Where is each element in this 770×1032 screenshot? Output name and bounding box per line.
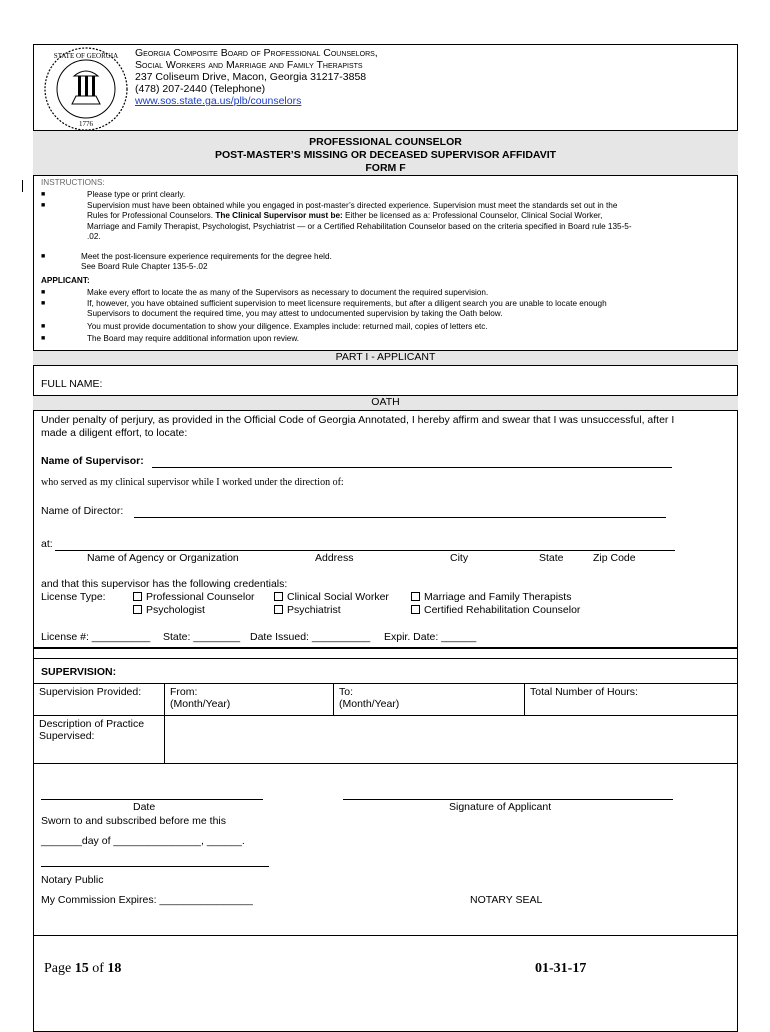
checkbox-psychiatrist[interactable]: Psychiatrist [274, 604, 341, 617]
description-field[interactable] [165, 716, 738, 764]
instruction-item: Supervision must have been obtained while you engaged in post-master’s directed experience. Supervision must meet the standards set out in the Rules for Professional Counselors. The Clinical Supervisor must be: Either be licensed as a: Professional Counselor, Clinical Social Worker, Marriage and Family Therapist, Psychologist, Psychiatrist — or a Certified Rehabilitation Counselor based on the criteria specified in Board rule 135-5- .02. [87, 201, 632, 241]
checkbox-professional-counselor[interactable]: Professional Counselor [133, 591, 255, 604]
to-field[interactable]: To: (Month/Year) [334, 684, 525, 716]
board-header [135, 47, 378, 107]
checkbox-icon [411, 592, 420, 601]
total-hours-field[interactable]: Total Number of Hours: [525, 684, 738, 716]
license-number-field[interactable]: License #: __________ [41, 631, 151, 643]
checkbox-icon [133, 605, 142, 614]
board-address: 237 Coliseum Drive, Macon, Georgia 31217-3858 [135, 71, 367, 83]
divider [33, 658, 738, 659]
director-name-field[interactable] [134, 517, 666, 518]
title-line-1: PROFESSIONAL COUNSELOR [309, 136, 462, 148]
description-label: Description of Practice Supervised: [34, 716, 165, 764]
oath-bar: OATH [33, 395, 738, 411]
date-issued-field[interactable]: Date Issued: __________ [250, 631, 371, 643]
svg-text:STATE OF GEORGIA: STATE OF GEORGIA [53, 52, 119, 60]
form-title [33, 130, 738, 176]
checkbox-icon [274, 592, 283, 601]
applicant-item: You must provide documentation to show your diligence. Examples include: returned mail, copies of letters etc. [87, 322, 488, 331]
checkbox-icon [133, 592, 142, 601]
board-website-link[interactable]: www.sos.state.ga.us/plb/counselors [135, 95, 302, 107]
instruction-item: Meet the post-licensure experience requirements for the degree held. See Board Rule Chapter 135-5-.02 [81, 252, 332, 272]
organization-field[interactable] [55, 550, 675, 551]
served-text: who served as my clinical supervisor while I worked under the direction of: [41, 477, 344, 488]
georgia-seal-icon [42, 46, 130, 132]
col-state: State [539, 552, 564, 564]
applicant-item: Make every effort to locate the as many of the Supervisors as necessary to document the required supervision. [87, 288, 489, 297]
expiration-date-field[interactable]: Expir. Date: ______ [384, 631, 477, 643]
bullet-icon: ■ [41, 323, 46, 330]
notary-seal-label: NOTARY SEAL [470, 894, 543, 906]
supervision-heading: SUPERVISION: [41, 666, 117, 678]
revision-date: 01-31-17 [535, 961, 587, 976]
divider [33, 935, 738, 936]
notary-public-label: Notary Public [41, 874, 104, 886]
board-name: Georgia Composite Board of Professional Counselors, [135, 47, 378, 59]
applicant-item: The Board may require additional information upon review. [87, 334, 300, 343]
license-type-label: License Type: [41, 591, 106, 603]
col-agency: Name of Agency or Organization [87, 552, 239, 564]
instructions-heading: INSTRUCTIONS: [41, 178, 105, 187]
title-line-2: POST-MASTER’S MISSING OR DECEASED SUPERVISOR AFFIDAVIT [214, 149, 557, 161]
instruction-item: Please type or print clearly. [87, 190, 186, 199]
checkbox-clinical-social-worker[interactable]: Clinical Social Worker [274, 591, 389, 604]
divider [33, 647, 738, 649]
applicant-heading: APPLICANT: [41, 276, 90, 285]
checkbox-certified-rehab-counselor[interactable]: Certified Rehabilitation Counselor [411, 604, 580, 617]
supervisor-label: Name of Supervisor: [41, 455, 144, 467]
license-state-field[interactable]: State: ________ [163, 631, 241, 643]
col-zip: Zip Code [593, 552, 636, 564]
full-name-field[interactable] [110, 378, 730, 392]
checkbox-icon [274, 605, 283, 614]
sworn-text: Sworn to and subscribed before me this [41, 815, 227, 827]
oath-text: Under penalty of perjury, as provided in the Official Code of Georgia Annotated, I hereby affirm and swear that I was unsuccessful, after I made a diligent effort, to locate: [41, 414, 675, 439]
col-city: City [450, 552, 469, 564]
checkbox-icon [411, 605, 420, 614]
board-phone: (478) 207-2440 (Telephone) [135, 83, 266, 95]
date-label: Date [133, 801, 156, 813]
applicant-item: If, however, you have obtained sufficient supervision to meet licensure requirements, but after a diligent search you are unable to locate enough Supervisors to document the required time, you may attest to undocumented supervision by taking the Oath below. [87, 299, 607, 319]
part1-bar: PART I - APPLICANT [33, 350, 738, 366]
director-label: Name of Director: [41, 505, 124, 517]
applicant-signature-line[interactable] [343, 799, 673, 800]
bullet-icon: ■ [41, 202, 46, 209]
bullet-icon: ■ [41, 191, 46, 198]
bullet-icon: ■ [41, 253, 46, 260]
supervision-provided-label: Supervision Provided: [34, 684, 165, 716]
at-label: at: [41, 538, 53, 550]
commission-expires-field[interactable]: My Commission Expires: ________________ [41, 894, 253, 906]
checkbox-psychologist[interactable]: Psychologist [133, 604, 205, 617]
checkbox-marriage-family-therapist[interactable]: Marriage and Family Therapists [411, 591, 571, 604]
title-line-3: FORM F [365, 162, 406, 174]
supervisor-name-field[interactable] [152, 467, 672, 468]
col-address: Address [315, 552, 354, 564]
date-signature-line[interactable] [41, 799, 263, 800]
signature-applicant-label: Signature of Applicant [449, 801, 552, 813]
margin-mark [22, 180, 23, 192]
notary-signature-line[interactable] [41, 866, 269, 867]
credentials-text: and that this supervisor has the following credentials: [41, 578, 288, 590]
svg-text:1776: 1776 [79, 120, 93, 128]
full-name-label: FULL NAME: [41, 378, 103, 390]
bullet-icon: ■ [41, 300, 46, 307]
day-of-field[interactable]: _______day of _______________, ______. [41, 835, 245, 847]
supervision-table [33, 683, 738, 764]
board-subtitle: Social Workers and Marriage and Family Therapists [135, 59, 363, 71]
bullet-icon: ■ [41, 289, 46, 296]
bullet-icon: ■ [41, 335, 46, 342]
page-number: Page 15 of 18 [44, 961, 122, 976]
from-field[interactable]: From: (Month/Year) [165, 684, 334, 716]
